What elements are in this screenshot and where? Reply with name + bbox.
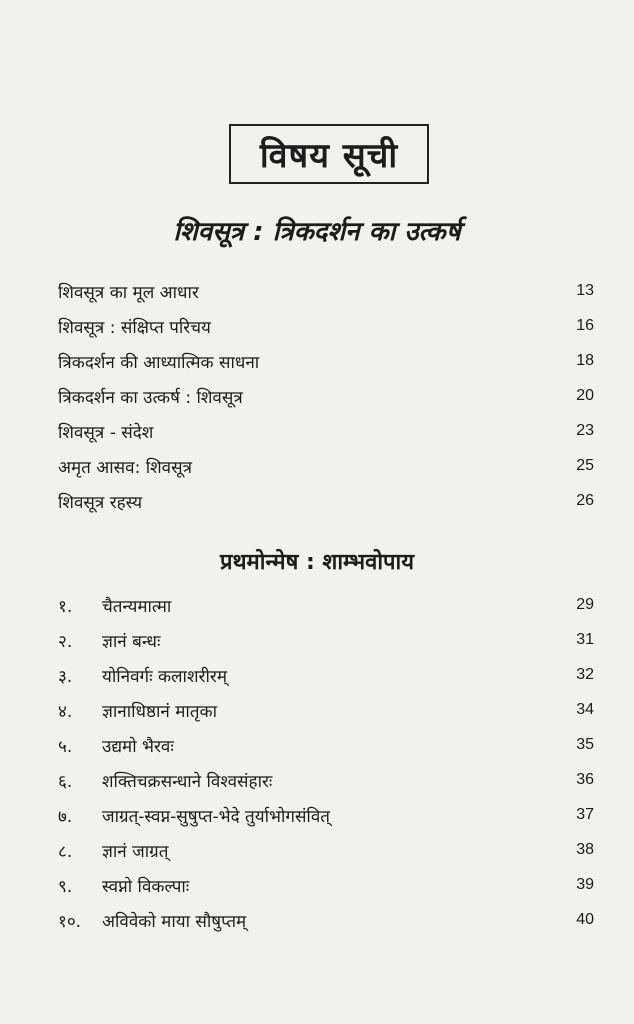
entry-page-number: 39 (576, 876, 594, 893)
toc-entry[interactable] (58, 484, 594, 518)
entry-number: ६. (58, 771, 73, 792)
entry-title: अविवेको माया सौषुप्तम् (102, 911, 247, 932)
section-heading-2: प्रथमोन्मेष : शाम्भवोपाय (219, 550, 415, 575)
entry-title: शिवसूत्र : संक्षिप्त परिचय (58, 317, 211, 338)
toc-entry[interactable] (58, 693, 594, 727)
toc-entry[interactable] (58, 903, 594, 937)
entry-number: ३. (58, 666, 73, 687)
toc-entry[interactable] (58, 763, 594, 797)
entry-page-number: 37 (576, 806, 594, 823)
entry-title: शिवसूत्र का मूल आधार (58, 282, 199, 303)
toc-entry[interactable] (58, 588, 594, 622)
entry-page-number: 25 (576, 457, 594, 474)
entry-page-number: 38 (576, 841, 594, 858)
page-title: विषय सूची (229, 124, 429, 184)
entry-title: त्रिकदर्शन का उत्कर्ष : शिवसूत्र (58, 387, 243, 408)
entry-title: शिवसूत्र - संदेश (58, 422, 154, 443)
entry-page-number: 35 (576, 736, 594, 753)
entry-page-number: 36 (576, 771, 594, 788)
entry-number: ७. (58, 806, 73, 827)
toc-entry[interactable] (58, 658, 594, 692)
toc-entry[interactable] (58, 379, 594, 413)
toc-entry[interactable] (58, 344, 594, 378)
entry-title: ज्ञानाधिष्ठानं मातृका (102, 701, 217, 722)
entry-title: जाग्रत्-स्वप्न-सुषुप्त-भेदे तुर्याभोगसंवित् (102, 806, 330, 827)
entry-number: २. (58, 631, 73, 652)
entry-title: उद्यमो भैरवः (102, 736, 174, 757)
toc-entry[interactable] (58, 623, 594, 657)
entry-number: ८. (58, 841, 73, 862)
toc-entry[interactable] (58, 309, 594, 343)
entry-title: ज्ञानं बन्धः (102, 631, 161, 652)
toc-entry[interactable] (58, 868, 594, 902)
toc-entry[interactable] (58, 798, 594, 832)
entry-page-number: 23 (576, 422, 594, 439)
entry-title: अमृत आसव: शिवसूत्र (58, 457, 192, 478)
entry-title: शक्तिचक्रसन्धाने विश्वसंहारः (102, 771, 273, 792)
toc-entry[interactable] (58, 449, 594, 483)
entry-number: ४. (58, 701, 73, 722)
entry-title: त्रिकदर्शन की आध्यात्मिक साधना (58, 352, 260, 373)
toc-entry[interactable] (58, 274, 594, 308)
entry-number: ५. (58, 736, 73, 757)
entry-title: योनिवर्गः कलाशरीरम् (102, 666, 227, 687)
entry-number: १. (58, 596, 73, 617)
toc-entry[interactable] (58, 414, 594, 448)
entry-page-number: 31 (576, 631, 594, 648)
entry-page-number: 26 (576, 492, 594, 509)
entry-title: शिवसूत्र रहस्य (58, 492, 143, 513)
entry-page-number: 13 (576, 282, 594, 299)
entry-page-number: 32 (576, 666, 594, 683)
entry-page-number: 40 (576, 911, 594, 928)
entry-page-number: 20 (576, 387, 594, 404)
entry-page-number: 29 (576, 596, 594, 613)
entry-page-number: 34 (576, 701, 594, 718)
toc-entry[interactable] (58, 833, 594, 867)
entry-page-number: 16 (576, 317, 594, 334)
entry-title: ज्ञानं जाग्रत् (102, 841, 169, 862)
entry-number: ९. (58, 876, 73, 897)
entry-title: चैतन्यमात्मा (102, 596, 172, 617)
entry-page-number: 18 (576, 352, 594, 369)
entry-title: स्वप्नो विकल्पाः (102, 876, 190, 897)
entry-number: १०. (58, 911, 82, 932)
toc-entry[interactable] (58, 728, 594, 762)
section-heading-1: शिवसूत्र : त्रिकदर्शन का उत्कर्ष (173, 217, 461, 247)
